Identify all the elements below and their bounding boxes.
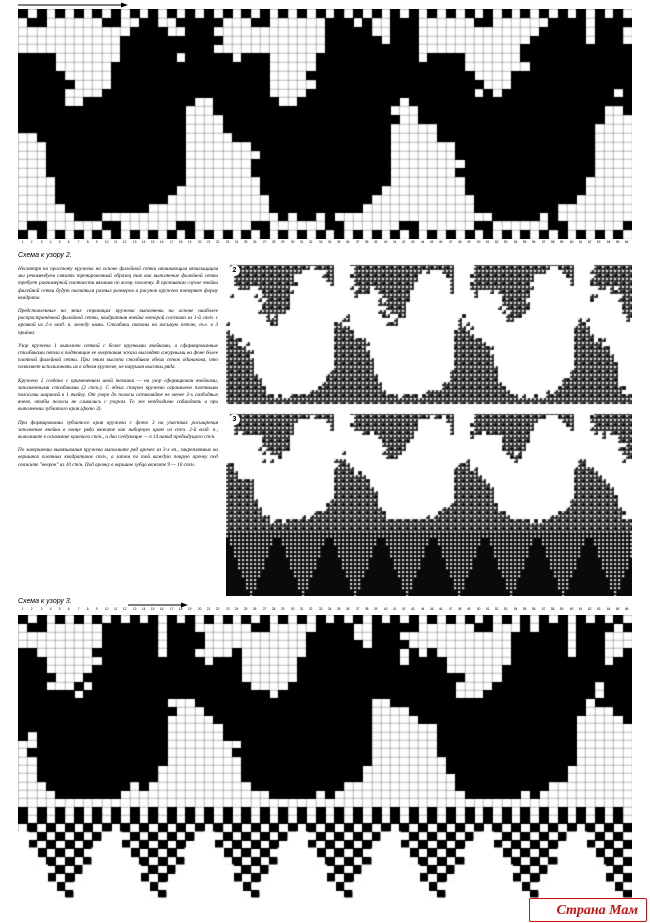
ruler-tick: 20: [197, 606, 202, 611]
caption-chart-3: Схема к узору 3.: [18, 598, 72, 605]
ruler-tick: 62: [587, 239, 592, 244]
ruler-tick: 48: [457, 239, 462, 244]
ruler-tick: 39: [374, 239, 378, 244]
ruler-tick: 34: [327, 239, 332, 244]
ruler-tick: 20: [197, 239, 202, 244]
ruler-tick: 60: [569, 239, 573, 244]
ruler-tick: 38: [364, 239, 369, 244]
ruler-tick: 31: [299, 239, 304, 244]
ruler-tick: 46: [439, 239, 443, 244]
ruler-tick: 56: [532, 606, 536, 611]
ruler-tick: 32: [309, 239, 313, 244]
ruler-tick: 52: [495, 239, 499, 244]
ruler-tick: 19: [188, 606, 192, 611]
ruler-tick: 27: [262, 239, 267, 244]
ruler-tick: 58: [550, 239, 555, 244]
ruler-tick: 6: [68, 239, 71, 244]
ruler-tick: 10: [104, 606, 109, 611]
ruler-tick: 44: [420, 239, 425, 244]
ruler-tick: 8: [86, 239, 89, 244]
ruler-tick: 17: [169, 239, 174, 244]
ruler-tick: 16: [160, 606, 164, 611]
ruler-tick: 12: [123, 606, 127, 611]
ruler-tick: 5: [58, 606, 61, 611]
ruler-tick: 65: [615, 239, 620, 244]
ruler-tick: 16: [160, 239, 164, 244]
ruler-tick: 40: [383, 606, 388, 611]
ruler-tick: 11: [113, 606, 118, 611]
photo-pattern-3-image: [226, 411, 632, 596]
ruler-tick: 41: [392, 606, 397, 611]
ruler-tick: 57: [541, 606, 546, 611]
ruler-tick: 64: [606, 239, 611, 244]
chart-top-ruler: [18, 239, 632, 247]
ruler-tick: 50: [476, 239, 480, 244]
ruler-tick: 60: [569, 606, 573, 611]
ruler-tick: 30: [290, 239, 295, 244]
ruler-tick: 25: [243, 239, 248, 244]
ruler-tick: 47: [448, 606, 453, 611]
ruler-tick: 59: [560, 239, 564, 244]
ruler-tick: 40: [383, 239, 388, 244]
article-paragraph: Узор кружева 1 выполнен сеткой с более крупными ячейками, а сформированные столбиками петли в подтоящие ее очертания эскиза выглядят ажурными на фоне более плотной филейной сетки. При этом высота столбиков обеих сеток одинакова, что позволяет использовать их в одном кружеве, не нарушая высоты ряда.: [18, 342, 218, 371]
ruler-tick: 30: [290, 606, 295, 611]
ruler-tick: 9: [96, 239, 98, 244]
ruler-tick: 45: [429, 239, 434, 244]
ruler-tick: 18: [178, 606, 183, 611]
photo-3-number: 3: [229, 414, 240, 425]
ruler-tick: 36: [346, 239, 350, 244]
article-text: [18, 266, 218, 596]
article-paragraph: Кружево 2 создано с применением иной техники — на узор сформирован ячейками, заполненными столбиками (2 ст/н.). С обеих сторон кружево ограничено плотными полосами шириной в 1 ячейку. От узора до полосы оставляйте не менее 2-х свободных ячеек, чтобы полосы не сливались с узором. То же необходимо соблюдать и при выполнении зубчатого края (фото 3).: [18, 377, 218, 413]
ruler-tick: 15: [151, 239, 155, 244]
ruler-tick: 9: [96, 606, 98, 611]
ruler-tick: 14: [141, 606, 146, 611]
ruler-tick: 41: [392, 239, 397, 244]
ruler-tick: 22: [216, 239, 220, 244]
ruler-tick: 12: [123, 239, 127, 244]
ruler-tick: 21: [206, 239, 211, 244]
ruler-tick: 56: [532, 239, 536, 244]
ruler-tick: 54: [513, 239, 518, 244]
chart-bottom: [18, 615, 632, 915]
ruler-tick: 26: [253, 239, 257, 244]
article-paragraph: Представленные на этих страницах кружева выполнены на основе наиболее распространённой филейной сетки, квадратная ячейка которой состоит из 1-й ст/н. с арочкой из 2-х возд. п. между ними. Столбики связаны на восьмую петлю, т.е. в 3 приёма.: [18, 308, 218, 336]
ruler-tick: 46: [439, 606, 443, 611]
ruler-tick: 25: [243, 606, 248, 611]
ruler-tick: 29: [281, 239, 285, 244]
ruler-tick: 58: [550, 606, 555, 611]
ruler-tick: 62: [587, 606, 592, 611]
ruler-tick: 47: [448, 239, 453, 244]
ruler-tick: 37: [355, 239, 360, 244]
ruler-tick: 7: [77, 239, 80, 244]
ruler-tick: 61: [578, 239, 583, 244]
ruler-tick: 55: [522, 239, 527, 244]
ruler-tick: 59: [560, 606, 564, 611]
article-paragraph: Несмотря на простоту кружева на основе филейной сетки начинающим вязальщицам мы рекомендуем связать тренировочный образец так как выполнение филейной сетки требует равномерной плотности вязания по всему полотну. В противном случае ячейки филейной сетки будут оказаться разных размеров и рисунок кружева потеряет форму квадрата.: [18, 266, 218, 301]
ruler-tick: 29: [281, 606, 285, 611]
ruler-tick: 27: [262, 606, 267, 611]
ruler-tick: 63: [597, 606, 601, 611]
ruler-tick: 15: [151, 606, 155, 611]
ruler-tick: 63: [597, 239, 601, 244]
ruler-tick: 44: [420, 606, 425, 611]
photo-2-number: 2: [229, 265, 240, 276]
watermark: Страна Мам: [550, 902, 644, 920]
ruler-tick: 4: [49, 239, 52, 244]
ruler-tick: 32: [309, 606, 313, 611]
ruler-tick: 26: [253, 606, 257, 611]
ruler-tick: 48: [457, 606, 462, 611]
ruler-tick: 4: [49, 606, 52, 611]
ruler-tick: 35: [336, 606, 341, 611]
ruler-tick: 14: [141, 239, 146, 244]
ruler-tick: 66: [625, 239, 629, 244]
ruler-tick: 3: [40, 239, 43, 244]
ruler-tick: 38: [364, 606, 369, 611]
ruler-tick: 45: [429, 606, 434, 611]
ruler-tick: 51: [485, 606, 490, 611]
ruler-tick: 37: [355, 606, 360, 611]
ruler-tick: 54: [513, 606, 518, 611]
ruler-tick: 13: [132, 606, 136, 611]
ruler-tick: 33: [318, 239, 322, 244]
repeat-arrow-top: [18, 2, 128, 8]
ruler-tick: 51: [485, 239, 490, 244]
ruler-tick: 49: [467, 239, 471, 244]
ruler-tick: 3: [40, 606, 43, 611]
ruler-tick: 53: [504, 239, 508, 244]
ruler-tick: 18: [178, 239, 183, 244]
ruler-tick: 42: [402, 239, 406, 244]
ruler-tick: 57: [541, 239, 546, 244]
ruler-tick: 23: [225, 606, 229, 611]
ruler-tick: 5: [58, 239, 61, 244]
ruler-tick: 13: [132, 239, 136, 244]
ruler-tick: 61: [578, 606, 583, 611]
ruler-tick: 33: [318, 606, 322, 611]
ruler-tick: 42: [402, 606, 406, 611]
caption-chart-2: Схема к узору 2.: [18, 252, 72, 259]
ruler-tick: 11: [113, 239, 118, 244]
ruler-tick: 53: [504, 606, 508, 611]
article-paragraph: По завершении вывязывания кружева выполните ряд арочек из 3-х вп., закрепляемых на вершинах плотных квадратиков ст/н., а затем по той каждую покрую арочку под свяжите "веерок" из 10 ст/н. Под арочку в вершине зубца вяжите 9 — 10 ст/н.: [18, 447, 218, 468]
ruler-tick: 31: [299, 606, 304, 611]
ruler-tick: 1: [21, 239, 24, 244]
ruler-tick: 36: [346, 606, 350, 611]
ruler-tick: 22: [216, 606, 220, 611]
ruler-tick: 2: [31, 239, 33, 244]
chart-bottom-ruler: [18, 606, 632, 614]
ruler-tick: 7: [77, 606, 80, 611]
ruler-tick: 21: [206, 606, 211, 611]
ruler-tick: 43: [411, 239, 415, 244]
ruler-tick: 35: [336, 239, 341, 244]
ruler-tick: 66: [625, 606, 629, 611]
ruler-tick: 17: [169, 606, 174, 611]
ruler-tick: 23: [225, 239, 229, 244]
chart-top: [18, 9, 632, 239]
ruler-tick: 65: [615, 606, 620, 611]
ruler-tick: 28: [271, 239, 276, 244]
photo-pattern-2: [226, 262, 632, 407]
ruler-tick: 50: [476, 606, 480, 611]
ruler-tick: 1: [21, 606, 24, 611]
ruler-tick: 43: [411, 606, 415, 611]
ruler-tick: 52: [495, 606, 499, 611]
ruler-tick: 39: [374, 606, 378, 611]
article-paragraph: При формировании зубчатого края кружева с фото 3 на участках расширения заполнение ячейки в конце ряда вяжите как наборную краю из ст/н. 2-й возд. п., выполните в основание краевого ст/н., а два следующие — в 14 накид предыдущего ст/н.: [18, 419, 218, 441]
ruler-tick: 2: [31, 606, 33, 611]
ruler-tick: 19: [188, 239, 192, 244]
ruler-tick: 8: [86, 606, 89, 611]
photo-pattern-3: [226, 411, 632, 596]
ruler-tick: 10: [104, 239, 109, 244]
ruler-tick: 55: [522, 606, 527, 611]
ruler-tick: 24: [234, 239, 239, 244]
ruler-tick: 64: [606, 606, 611, 611]
ruler-tick: 49: [467, 606, 471, 611]
ruler-tick: 24: [234, 606, 239, 611]
photo-pattern-2-image: [226, 262, 632, 407]
chart-bottom-canvas: [18, 615, 632, 915]
chart-top-canvas: [18, 9, 632, 239]
ruler-tick: 28: [271, 606, 276, 611]
ruler-tick: 34: [327, 606, 332, 611]
ruler-tick: 6: [68, 606, 71, 611]
